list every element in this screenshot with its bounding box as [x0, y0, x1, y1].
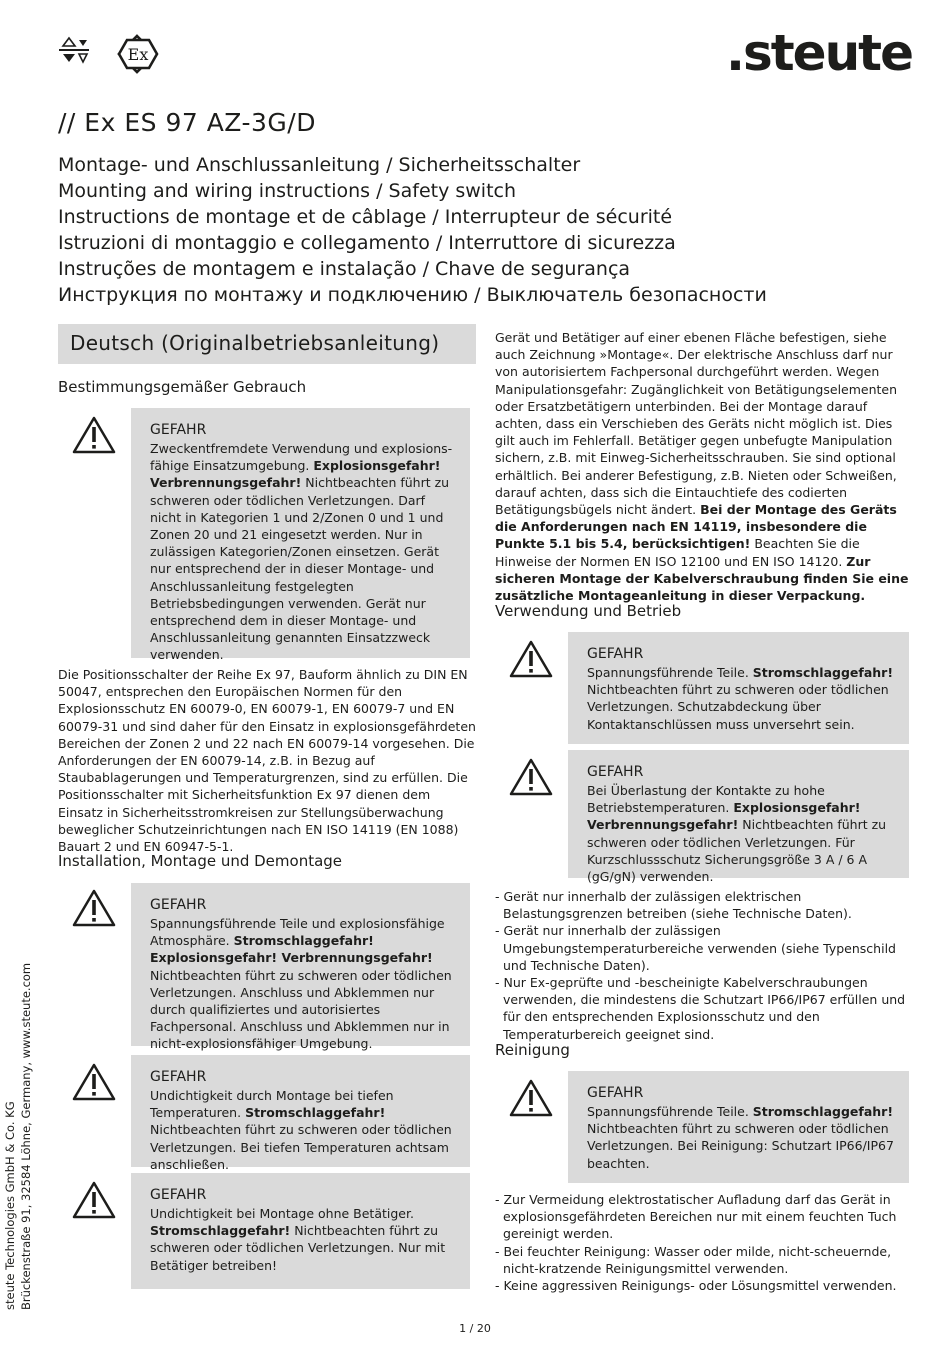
list-item: - Bei feuchter Reinigung: Wasser oder milde, nicht-scheuernde, nicht-kratzende Reinigungsmittel verwenden.: [495, 1243, 892, 1276]
danger-text: Undichtigkeit bei Montage ohne Betätiger. Stromschlaggefahr! Nichtbeachten führt zu schweren oder tödlichen Verletzungen. Nur mit Betätiger betreiben!: [150, 1206, 446, 1273]
company-address: [2, 963, 34, 1310]
document-title: // Ex ES 97 AZ-3G/D: [58, 108, 316, 137]
danger-title: GEFAHR: [587, 1085, 644, 1101]
danger-box: [58, 408, 476, 663]
danger-box: [495, 750, 913, 885]
warning-triangle-icon: [509, 640, 553, 678]
danger-text: Undichtigkeit durch Montage bei tiefen Temperaturen. Stromschlaggefahr! Nichtbeachten führt zu schweren oder tödlichen Verletzungen. Bei tiefen Temperaturen achtsam anschließen.: [150, 1088, 452, 1172]
danger-text: Spannungsführende Teile. Stromschlaggefahr! Nichtbeachten führt zu schweren oder tödlichen Verletzungen. Bei Reinigung: Schutzart IP66/IP67 beachten.: [587, 1104, 894, 1171]
heading-use-operation: Verwendung und Betrieb: [495, 602, 682, 620]
language-section-header: [58, 324, 476, 364]
warning-triangle-icon: [72, 1181, 116, 1219]
subtitle-it: Istruzioni di montaggio e collegamento / Interruttore di sicurezza: [58, 232, 676, 254]
svg-text:Ex: Ex: [127, 45, 149, 64]
warning-triangle-icon: [72, 1063, 116, 1101]
list-item: - Nur Ex-geprüfte und -bescheinigte Kabelverschraubungen verwenden, die mindestens die Schutzart IP66/IP67 erfüllen und für den entsprechenden Explosionsschutz und den Temperaturbereich geeignet sind.: [495, 975, 906, 1042]
company-street: Brückenstraße 91, 32584 Löhne, Germany, www.steute.com: [19, 962, 33, 1310]
warning-triangle-icon: [72, 416, 116, 454]
warning-triangle-icon: [509, 758, 553, 796]
danger-title: GEFAHR: [150, 897, 207, 913]
danger-text: Spannungsführende Teile und explosionsfähige Atmosphäre. Stromschlaggefahr! Explosionsgefahr! Verbrennungsgefahr! Nichtbeachten führt zu schweren oder tödlichen Verletzungen. Anschluss und Abklemmen nur durch qualifiziertes und autorisiertes Fachpersonal. Anschluss und Abklemmen nur in nicht-explosionsfähiger Umgebung.: [150, 916, 452, 1052]
danger-box: [495, 1071, 913, 1183]
subtitle-pt: Instruções de montagem e instalação / Chave de segurança: [58, 258, 631, 280]
danger-box: [58, 1173, 476, 1289]
list-item: - Gerät nur innerhalb der zulässigen elektrischen Belastungsgrenzen betreiben (siehe Technische Daten).: [495, 889, 852, 922]
subtitle-en: Mounting and wiring instructions / Safety switch: [58, 180, 517, 202]
heading-cleaning: Reinigung: [495, 1041, 570, 1059]
danger-text: Bei Überlastung der Kontakte zu hohe Betriebstemperaturen. Explosionsgefahr! Verbrennungsgefahr! Nichtbeachten führt zu schweren oder tödlichen Verletzungen. Für Kurzschlussschutz Sicherungsgröße 3 A / 6 A (gG/gN) verwenden.: [587, 783, 887, 885]
danger-text: Zweckentfremdete Verwendung und explosions- fähige Einsatzumgebung. Explosionsgefahr! Verbrennungsgefahr! Nichtbeachten führt zu schweren oder tödlichen Verletzungen. Darf nicht in Kategorien 1 und 2/Zonen 0 und 1 und Zonen 20 und 21 eingesetzt werden. Nur in zulässigen Kategorien/Zonen einsetzen. Gerät nur entsprechend der in dieser Montage- und Anschlussanleitung festgelegten Betriebsbedingungen verwenden. Gerät nur entsprechend dem in dieser Montage- und Anschlussanleitung genannten Einsatzzweck verwenden.: [150, 441, 453, 663]
list-item: - Zur Vermeidung elektrostatischer Aufladung darf das Gerät in explosionsgefährdeten Bereichen nur mit einem feuchten Tuch gereinigt werden.: [495, 1192, 897, 1242]
subtitle-list: [58, 152, 767, 308]
warning-triangle-icon: [509, 1079, 553, 1117]
language-heading: Deutsch (Originalbetriebsanleitung): [70, 331, 440, 355]
warning-triangle-icon: [72, 889, 116, 927]
brand-logo: .steute: [726, 24, 912, 82]
danger-box: [495, 632, 913, 744]
subtitle-de: Montage- und Anschlussanleitung / Sicherheitsschalter: [58, 154, 581, 176]
page-number: 1 / 20: [459, 1322, 491, 1335]
danger-title: GEFAHR: [587, 764, 644, 780]
cleaning-list: [495, 1191, 913, 1294]
subtitle-ru: Инструкция по монтажу и подключению / Выключатель безопасности: [58, 284, 767, 306]
list-item: - Keine aggressiven Reinigungs- oder Lösungsmittel verwenden.: [495, 1278, 897, 1294]
danger-text: Spannungsführende Teile. Stromschlaggefahr! Nichtbeachten führt zu schweren oder tödlichen Verletzungen. Schutzabdeckung über Kontaktanschlüssen muss unversehrt sein.: [587, 665, 894, 732]
danger-box: [58, 883, 476, 1052]
list-item: - Gerät nur innerhalb der zulässigen Umgebungstemperaturbereiche verwenden (siehe Typenschild und Technische Daten).: [495, 923, 896, 973]
mounting-paragraph: Gerät und Betätiger auf einer ebenen Fläche befestigen, siehe auch Zeichnung »Montage«. Der elektrische Anschluss darf nur von autorisiertem Fachpersonal durchgeführt werden. Wegen Manipulationsgefahr: Zugänglichkeit von Betätigungselementen oder Ersatzbetätigern unterbinden. Bei der Montage darauf achten, dass ein Verschieben des Geräts nicht möglich ist. Dies gilt auch im Fehlerfall. Betätiger gegen unbefugte Manipulation sichern, z.B. mit Einweg-Sicherheitsschrauben. Sie sind optional erhältlich. Bei anderer Befestigung, z.B. Nieten oder Schweißen, darauf achten, dass sich die Eintauchtiefe des codierten Betätigungsbügels nicht ändert. Bei der Montage des Geräts die Anforderungen nach EN 14119, insbesondere die Punkte 5.1 bis 5.4, berücksichtigen! Beachten Sie die Hinweise der Normen EN ISO 12100 und EN ISO 14120. Zur sicheren Montage der Kabelverschraubung finden Sie eine zusätzliche Montageanleitung in dieser Verpackung.: [495, 330, 909, 604]
intro-paragraph: Die Positionsschalter der Reihe Ex 97, Bauform ähnlich zu DIN EN 50047, entsprechen den Europäischen Normen für den Explosionsschutz EN 60079-0, EN 60079-1, EN 60079-7 und EN 60079-31 und sind daher für den Einsatz in explosionsgefährdeten Bereichen der Zonen 2 und 22 nach EN 60079-14 vorgesehen. Die Anforderungen der EN 60079-14, z.B. in Bezug auf Staubablagerungen und Temperaturgrenzen, sind zu erfüllen. Die Positionsschalter mit Sicherheitsfunktion Ex 97 dienen dem Einsatz in Sicherheitsstromkreisen zur Stellungsüberwachung beweglicher Schutzeinrichtungen nach EN ISO 14119 (EN 1088) Bauart 2 und EN 60947-5-1.: [58, 667, 476, 855]
danger-title: GEFAHR: [150, 1187, 207, 1203]
danger-title: GEFAHR: [150, 1069, 207, 1085]
heading-installation: Installation, Montage und Demontage: [58, 852, 343, 870]
subtitle-fr: Instructions de montage et de câblage / Interrupteur de sécurité: [58, 206, 673, 228]
company-name: steute Technologies GmbH & Co. KG: [3, 1101, 17, 1310]
ex-marking-icon: [119, 36, 157, 72]
use-list: [495, 888, 913, 1043]
danger-title: GEFAHR: [150, 422, 207, 438]
danger-box: [58, 1055, 476, 1172]
danger-title: GEFAHR: [587, 646, 644, 662]
ex-hazard-symbols-icon: [57, 34, 167, 74]
heading-intended-use: Bestimmungsgemäßer Gebrauch: [58, 378, 307, 396]
header-icons: [57, 34, 167, 74]
